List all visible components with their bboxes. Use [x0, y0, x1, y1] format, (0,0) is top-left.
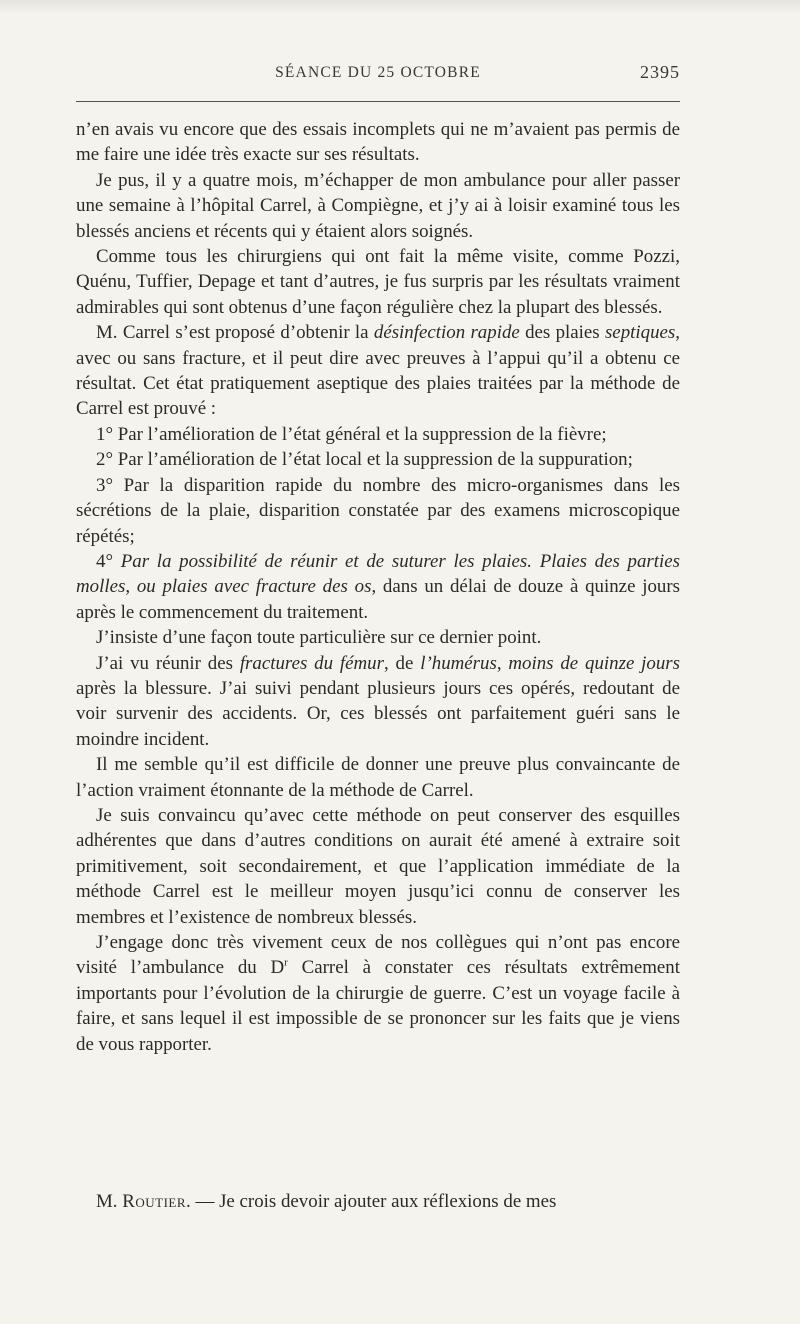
paragraph-visit: Je pus, il y a quatre mois, m’échapper de mon ambulance pour aller passer une semaine à l’hôpital Carrel, à Compiègne, et j’y ai à loisir examiné tous les blessés anciens et récents qui y étaient alors soignés.	[76, 169, 680, 242]
text-run: des plaies	[519, 322, 605, 344]
emphasis-run: fractures du fémur	[239, 652, 384, 674]
page-number: 2395	[640, 62, 680, 82]
header-rule	[76, 101, 680, 102]
paragraph-carrel-method	[76, 320, 680, 422]
page-header	[76, 60, 680, 96]
paragraph-surgeons: Comme tous les chirurgiens qui ont fait la même visite, comme Pozzi, Quénu, Tuffier, Depage et tant d’autres, je fus surpris par les résultats vraiment admirables qui sont obtenus d’une façon régulière chez la plupart des blessés.	[76, 246, 680, 318]
text-run: ,	[125, 576, 137, 598]
emphasis-run: moins de quinze jours	[508, 652, 681, 674]
text-run: ,	[496, 652, 509, 674]
emphasis-run: désinfection rapide	[373, 322, 520, 344]
closing-text: . — Je crois devoir ajouter aux réflexions de mes	[186, 1191, 557, 1212]
emphasis-run: septiques	[604, 322, 676, 344]
list-item-2: 2° Par l’amélioration de l’état local et la suppression de la suppuration;	[96, 449, 633, 471]
body-text	[76, 117, 680, 1057]
text-run: M. Carrel s’est proposé d’obtenir la	[96, 322, 374, 344]
text-run: J’engage donc très vivement ceux de nos collègues qui n’ont pas encore visité l’ambulance du D	[76, 932, 680, 979]
paragraph-proof: Il me semble qu’il est difficile de donner une preuve plus convaincante de l’action vraiment étonnante de la méthode de Carrel.	[76, 754, 680, 801]
paragraph-insist: J’insiste d’une façon toute particulière sur ce dernier point.	[96, 627, 542, 649]
text-run: , dans un délai de douze à quinze jours après le commencement du traitement.	[76, 576, 680, 623]
paragraph-engagement	[76, 930, 680, 1057]
text-run: Carrel à constater ces résultats extrêmement importants pour l’évolution de la chirurgie de guerre. C’est un voyage facile à faire, et sans lequel il est impossible de se prononcer sur les faits que je viens de vous rapporter.	[76, 957, 680, 1055]
paragraph-fractures	[76, 651, 680, 753]
emphasis-run: ou plaies avec fracture des os	[136, 576, 372, 598]
text-run: , de	[383, 652, 421, 674]
emphasis-run: Par la possibilité de réunir et de suturer les plaies. Plaies des parties molles	[76, 550, 680, 598]
superscript: r	[284, 957, 288, 970]
emphasis-run: l’humérus	[420, 652, 497, 674]
list-item-3: 3° Par la disparition rapide du nombre des micro-organismes dans les sécrétions de la plaie, disparition constatée par des examens microscopique répétés;	[76, 474, 680, 547]
speaker-name: Routier	[122, 1191, 187, 1212]
text-run: 4°	[96, 550, 121, 572]
speaker-prefix: M.	[96, 1191, 123, 1212]
list-item-1: 1° Par l’amélioration de l’état général et la suppression de la fièvre;	[96, 423, 607, 445]
closing-paragraph	[76, 1189, 680, 1214]
list-item-4	[76, 549, 680, 625]
paragraph-continuation: n’en avais vu encore que des essais incomplets qui ne m’avaient pas permis de me faire une idée très exacte sur ses résultats.	[76, 119, 680, 166]
text-run: , avec ou sans fracture, et il peut dire avec preuves à l’appui qu’il a obtenu ce résultat. Cet état pratiquement aseptique des plaies traitées par la méthode de Carrel est prouvé :	[76, 322, 680, 420]
page-top-edge	[0, 0, 800, 14]
running-title: SÉANCE DU 25 OCTOBRE	[275, 64, 481, 81]
text-run: J’ai vu réunir des	[96, 652, 240, 674]
text-run: après la blessure. J’ai suivi pendant plusieurs jours ces opérés, redoutant de voir survenir des accidents. Or, ces blessés ont parfaitement guéri sans le moindre incident.	[76, 677, 680, 750]
paragraph-conviction: Je suis convaincu qu’avec cette méthode on peut conserver des esquilles adhérentes que dans d’autres conditions on aurait été amené à extraire soit primitivement, soit secondairement, et que l’application immédiate de la méthode Carrel est le meilleur moyen jusqu’ici connu de conserver les membres et l’existence de nombreux blessés.	[76, 804, 680, 928]
